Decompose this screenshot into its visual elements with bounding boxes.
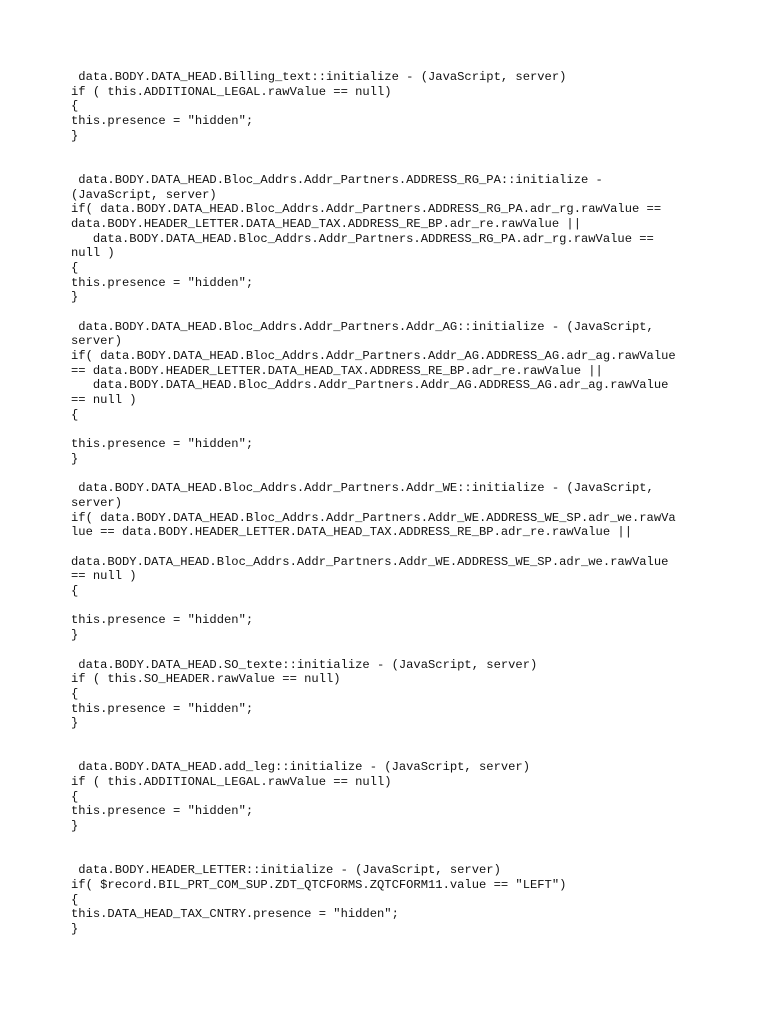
- script-header: data.BODY.DATA_HEAD.Bloc_Addrs.Addr_Partners.ADDRESS_RG_PA::initialize -: [71, 172, 603, 187]
- code-line: this.presence = "hidden";: [71, 437, 254, 452]
- code-line: {: [71, 407, 79, 422]
- script-block-so-texte: [71, 658, 711, 731]
- code-line: }: [71, 628, 79, 643]
- code-line: }: [71, 716, 79, 731]
- code-line: this.presence = "hidden";: [71, 114, 254, 129]
- code-line: if ( this.SO_HEADER.rawValue == null): [71, 672, 341, 687]
- code-document: [71, 70, 711, 937]
- code-line: {: [71, 584, 79, 599]
- blank-line: [71, 848, 711, 863]
- code-line: }: [71, 290, 79, 305]
- script-header: data.BODY.DATA_HEAD.add_leg::initialize - (JavaScript, server): [71, 760, 530, 775]
- script-block-addr-we: [71, 481, 711, 643]
- code-line: this.DATA_HEAD_TAX_CNTRY.presence = "hidden";: [71, 907, 399, 922]
- code-line: [71, 599, 711, 614]
- code-line: if( data.BODY.DATA_HEAD.Bloc_Addrs.Addr_Partners.Addr_WE.ADDRESS_WE_SP.adr_we.rawVa: [71, 510, 676, 525]
- code-line: this.presence = "hidden";: [71, 701, 254, 716]
- blank-line: [71, 643, 711, 658]
- code-line: [71, 540, 711, 555]
- code-line: == data.BODY.HEADER_LETTER.DATA_HEAD_TAX.ADDRESS_RE_BP.adr_re.rawValue ||: [71, 363, 603, 378]
- script-block-addr-ag: [71, 320, 711, 467]
- code-line: data.BODY.DATA_HEAD.Bloc_Addrs.Addr_Partners.Addr_AG.ADDRESS_AG.adr_ag.rawValue: [71, 378, 669, 393]
- code-line: }: [71, 451, 79, 466]
- script-block-address-rg-pa: [71, 173, 711, 305]
- blank-line: [71, 834, 711, 849]
- script-header: data.BODY.DATA_HEAD.SO_texte::initialize - (JavaScript, server): [71, 657, 538, 672]
- script-block-billing-text: [71, 70, 711, 143]
- blank-line: [71, 158, 711, 173]
- code-line: {: [71, 686, 79, 701]
- code-line: if( data.BODY.DATA_HEAD.Bloc_Addrs.Addr_Partners.ADDRESS_RG_PA.adr_rg.rawValue ==: [71, 202, 662, 217]
- code-line: data.BODY.DATA_HEAD.Bloc_Addrs.Addr_Partners.ADDRESS_RG_PA.adr_rg.rawValue ==: [71, 231, 654, 246]
- script-block-header-letter: [71, 863, 711, 936]
- code-line: if ( this.ADDITIONAL_LEGAL.rawValue == null): [71, 775, 392, 789]
- code-line: }: [71, 921, 79, 936]
- code-line: if ( this.ADDITIONAL_LEGAL.rawValue == null): [71, 84, 392, 99]
- code-line: [71, 423, 711, 438]
- code-line: == null ): [71, 393, 137, 408]
- blank-line: [71, 305, 711, 320]
- code-line: {: [71, 260, 79, 275]
- code-line: if( data.BODY.DATA_HEAD.Bloc_Addrs.Addr_Partners.Addr_AG.ADDRESS_AG.adr_ag.rawValue: [71, 349, 676, 364]
- code-line: null ): [71, 246, 115, 261]
- blank-line: [71, 143, 711, 158]
- blank-line: [71, 467, 711, 482]
- code-line: == null ): [71, 569, 137, 584]
- script-header: (JavaScript, server): [71, 187, 217, 202]
- blank-line: [71, 731, 711, 746]
- script-header: server): [71, 334, 122, 349]
- code-line: }: [71, 128, 79, 143]
- code-line: }: [71, 819, 79, 834]
- code-line: lue == data.BODY.HEADER_LETTER.DATA_HEAD_TAX.ADDRESS_RE_BP.adr_re.rawValue ||: [71, 525, 632, 540]
- script-header: data.BODY.DATA_HEAD.Bloc_Addrs.Addr_Partners.Addr_WE::initialize - (JavaScript,: [71, 481, 654, 496]
- code-line: if( $record.BIL_PRT_COM_SUP.ZDT_QTCFORMS.ZQTCFORM11.value == "LEFT"): [71, 877, 567, 892]
- code-line: this.presence = "hidden";: [71, 804, 254, 819]
- blank-line: [71, 746, 711, 761]
- script-block-add-leg: [71, 760, 711, 833]
- script-header: data.BODY.DATA_HEAD.Billing_text::initialize - (JavaScript, server): [71, 70, 567, 84]
- code-line: {: [71, 789, 79, 804]
- code-line: {: [71, 99, 79, 114]
- script-header: data.BODY.HEADER_LETTER::initialize - (JavaScript, server): [71, 863, 501, 878]
- code-line: data.BODY.DATA_HEAD.Bloc_Addrs.Addr_Partners.Addr_WE.ADDRESS_WE_SP.adr_we.rawValue: [71, 554, 669, 569]
- code-line: {: [71, 892, 79, 907]
- code-line: data.BODY.HEADER_LETTER.DATA_HEAD_TAX.ADDRESS_RE_BP.adr_re.rawValue ||: [71, 216, 581, 231]
- code-line: this.presence = "hidden";: [71, 613, 254, 628]
- code-line: this.presence = "hidden";: [71, 275, 254, 290]
- script-header: server): [71, 495, 122, 510]
- script-header: data.BODY.DATA_HEAD.Bloc_Addrs.Addr_Partners.Addr_AG::initialize - (JavaScript,: [71, 319, 654, 334]
